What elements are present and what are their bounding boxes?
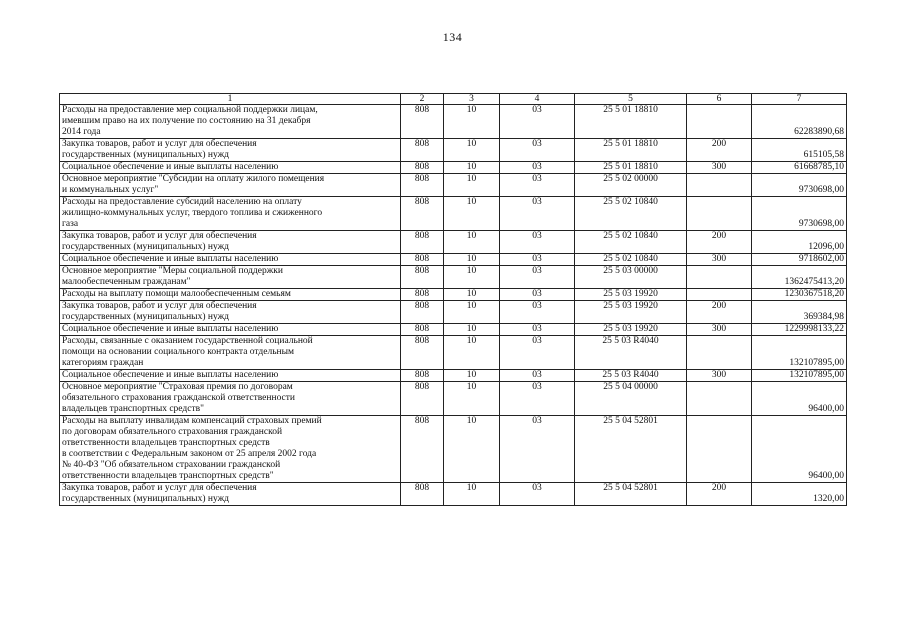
cell-col-4: 03 <box>500 382 575 416</box>
cell-col-4: 03 <box>500 370 575 382</box>
cell-col-2: 808 <box>401 139 444 162</box>
cell-name: Социальное обеспечение и иные выплаты населению <box>60 324 401 336</box>
cell-col-5: 25 5 03 19920 <box>575 289 687 301</box>
cell-col-3: 10 <box>444 324 500 336</box>
table-row <box>60 336 847 370</box>
cell-col-6: 200 <box>687 139 752 162</box>
header-col-3: 3 <box>444 94 500 105</box>
cell-col-5: 25 5 03 19920 <box>575 301 687 324</box>
table-row <box>60 139 847 162</box>
cell-col-3: 10 <box>444 254 500 266</box>
cell-col-6 <box>687 266 752 289</box>
cell-col-6 <box>687 416 752 483</box>
cell-col-2: 808 <box>401 416 444 483</box>
cell-amount: 61668785,10 <box>752 162 847 174</box>
cell-amount: 132107895,00 <box>752 336 847 370</box>
cell-col-5: 25 5 01 18810 <box>575 105 687 139</box>
cell-col-2: 808 <box>401 336 444 370</box>
cell-col-5: 25 5 01 18810 <box>575 162 687 174</box>
cell-col-6 <box>687 289 752 301</box>
cell-col-5: 25 5 03 R4040 <box>575 370 687 382</box>
cell-col-3: 10 <box>444 416 500 483</box>
cell-col-5: 25 5 02 00000 <box>575 174 687 197</box>
cell-col-3: 10 <box>444 231 500 254</box>
cell-col-4: 03 <box>500 174 575 197</box>
header-col-7: 7 <box>752 94 847 105</box>
cell-col-5: 25 5 02 10840 <box>575 231 687 254</box>
cell-col-3: 10 <box>444 483 500 506</box>
cell-col-3: 10 <box>444 382 500 416</box>
table-row <box>60 416 847 483</box>
cell-col-2: 808 <box>401 162 444 174</box>
cell-name: Социальное обеспечение и иные выплаты населению <box>60 162 401 174</box>
cell-col-4: 03 <box>500 301 575 324</box>
cell-col-2: 808 <box>401 483 444 506</box>
header-col-1: 1 <box>60 94 401 105</box>
cell-col-4: 03 <box>500 416 575 483</box>
cell-col-6: 300 <box>687 370 752 382</box>
table-row <box>60 382 847 416</box>
cell-col-6: 300 <box>687 254 752 266</box>
cell-col-5: 25 5 04 52801 <box>575 416 687 483</box>
cell-col-4: 03 <box>500 197 575 231</box>
cell-col-3: 10 <box>444 105 500 139</box>
cell-amount: 369384,98 <box>752 301 847 324</box>
cell-col-4: 03 <box>500 289 575 301</box>
page-number: 134 <box>442 30 463 44</box>
cell-name: Расходы на выплату инвалидам компенсаций страховых премий по договорам обязательного страхования гражданской ответственности владельцев транспортных средств в соответствии с Федеральным законом от 25 апреля 2002 года № 40-ФЗ "Об обязательном страховании гражданской ответственности владельцев транспортных средств" <box>60 416 401 483</box>
cell-col-5: 25 5 02 10840 <box>575 254 687 266</box>
cell-amount: 1362475413,20 <box>752 266 847 289</box>
cell-col-6: 200 <box>687 483 752 506</box>
budget-table <box>59 93 847 506</box>
cell-name: Расходы на выплату помощи малообеспеченным семьям <box>60 289 401 301</box>
cell-col-2: 808 <box>401 174 444 197</box>
cell-col-6 <box>687 105 752 139</box>
cell-name: Закупка товаров, работ и услуг для обеспечения государственных (муниципальных) нужд <box>60 483 401 506</box>
cell-col-4: 03 <box>500 324 575 336</box>
table-row <box>60 324 847 336</box>
cell-col-2: 808 <box>401 231 444 254</box>
header-col-6: 6 <box>687 94 752 105</box>
table-row <box>60 197 847 231</box>
table-row <box>60 483 847 506</box>
cell-name: Основное мероприятие "Субсидии на оплату жилого помещения и коммунальных услуг" <box>60 174 401 197</box>
cell-col-5: 25 5 02 10840 <box>575 197 687 231</box>
cell-name: Закупка товаров, работ и услуг для обеспечения государственных (муниципальных) нужд <box>60 139 401 162</box>
cell-amount: 9718602,00 <box>752 254 847 266</box>
cell-col-3: 10 <box>444 266 500 289</box>
table-row <box>60 289 847 301</box>
cell-col-3: 10 <box>444 301 500 324</box>
cell-col-5: 25 5 01 18810 <box>575 139 687 162</box>
cell-col-5: 25 5 03 R4040 <box>575 336 687 370</box>
cell-amount: 1229998133,22 <box>752 324 847 336</box>
cell-col-3: 10 <box>444 197 500 231</box>
cell-col-6 <box>687 336 752 370</box>
cell-col-4: 03 <box>500 162 575 174</box>
header-col-4: 4 <box>500 94 575 105</box>
cell-amount: 1320,00 <box>752 483 847 506</box>
table-row <box>60 370 847 382</box>
cell-col-3: 10 <box>444 336 500 370</box>
table-row <box>60 174 847 197</box>
cell-name: Закупка товаров, работ и услуг для обеспечения государственных (муниципальных) нужд <box>60 231 401 254</box>
cell-name: Основное мероприятие "Страховая премия по договорам обязательного страхования гражданской ответственности владельцев транспортных средств" <box>60 382 401 416</box>
table-row <box>60 231 847 254</box>
cell-col-3: 10 <box>444 139 500 162</box>
cell-amount: 62283890,68 <box>752 105 847 139</box>
cell-amount: 96400,00 <box>752 382 847 416</box>
cell-amount: 96400,00 <box>752 416 847 483</box>
cell-col-4: 03 <box>500 254 575 266</box>
cell-name: Социальное обеспечение и иные выплаты населению <box>60 370 401 382</box>
cell-col-2: 808 <box>401 289 444 301</box>
cell-col-5: 25 5 04 52801 <box>575 483 687 506</box>
cell-name: Расходы, связанные с оказанием государственной социальной помощи на основании социального контракта отдельным категориям граждан <box>60 336 401 370</box>
cell-col-4: 03 <box>500 336 575 370</box>
cell-amount: 12096,00 <box>752 231 847 254</box>
cell-col-2: 808 <box>401 324 444 336</box>
cell-col-4: 03 <box>500 139 575 162</box>
cell-name: Расходы на предоставление мер социальной поддержки лицам, имевшим право на их получение по состоянию на 31 декабря 2014 года <box>60 105 401 139</box>
cell-col-5: 25 5 04 00000 <box>575 382 687 416</box>
cell-col-2: 808 <box>401 370 444 382</box>
cell-amount: 615105,58 <box>752 139 847 162</box>
cell-name: Закупка товаров, работ и услуг для обеспечения государственных (муниципальных) нужд <box>60 301 401 324</box>
cell-col-4: 03 <box>500 105 575 139</box>
cell-col-2: 808 <box>401 266 444 289</box>
cell-col-3: 10 <box>444 370 500 382</box>
cell-col-6 <box>687 197 752 231</box>
cell-col-4: 03 <box>500 231 575 254</box>
table-row <box>60 254 847 266</box>
table-row <box>60 266 847 289</box>
header-col-5: 5 <box>575 94 687 105</box>
cell-col-5: 25 5 03 00000 <box>575 266 687 289</box>
cell-col-4: 03 <box>500 483 575 506</box>
cell-col-3: 10 <box>444 162 500 174</box>
cell-col-4: 03 <box>500 266 575 289</box>
cell-col-6 <box>687 174 752 197</box>
cell-col-2: 808 <box>401 197 444 231</box>
cell-col-3: 10 <box>444 174 500 197</box>
cell-col-3: 10 <box>444 289 500 301</box>
cell-amount: 132107895,00 <box>752 370 847 382</box>
cell-name: Основное мероприятие "Меры социальной поддержки малообеспеченным гражданам" <box>60 266 401 289</box>
table-row <box>60 105 847 139</box>
cell-col-2: 808 <box>401 382 444 416</box>
cell-col-6: 300 <box>687 162 752 174</box>
cell-col-6: 300 <box>687 324 752 336</box>
cell-col-2: 808 <box>401 254 444 266</box>
table-header-row <box>60 94 847 105</box>
table-row <box>60 301 847 324</box>
cell-amount: 9730698,00 <box>752 174 847 197</box>
cell-name: Социальное обеспечение и иные выплаты населению <box>60 254 401 266</box>
cell-amount: 1230367518,20 <box>752 289 847 301</box>
cell-col-6 <box>687 382 752 416</box>
cell-col-5: 25 5 03 19920 <box>575 324 687 336</box>
cell-col-6: 200 <box>687 231 752 254</box>
header-col-2: 2 <box>401 94 444 105</box>
cell-amount: 9730698,00 <box>752 197 847 231</box>
cell-name: Расходы на предоставление субсидий населению на оплату жилищно-коммунальных услуг, твердого топлива и сжиженного газа <box>60 197 401 231</box>
cell-col-2: 808 <box>401 301 444 324</box>
cell-col-6: 200 <box>687 301 752 324</box>
cell-col-2: 808 <box>401 105 444 139</box>
table-row <box>60 162 847 174</box>
